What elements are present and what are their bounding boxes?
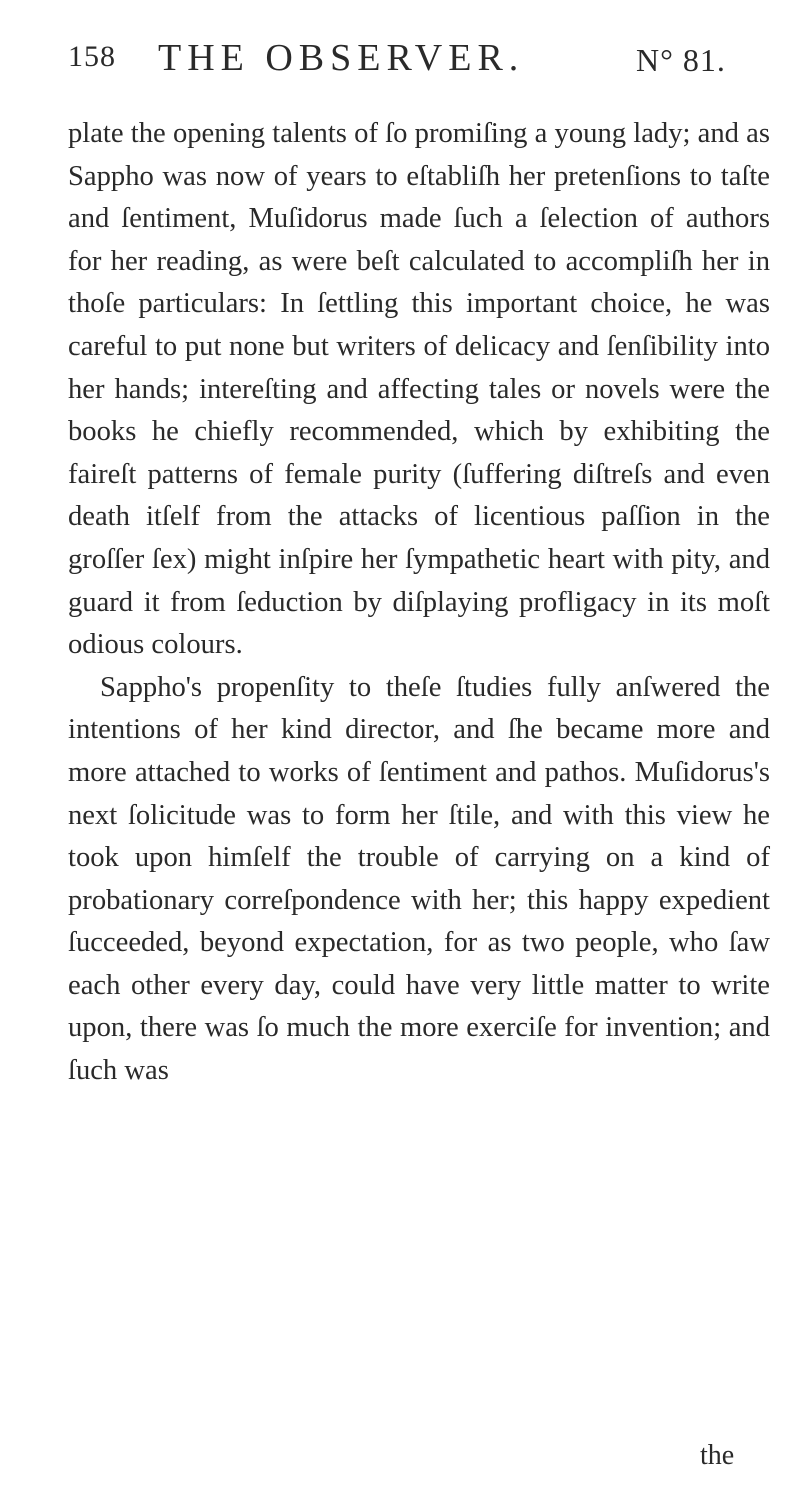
issue-number: N° 81. <box>636 42 726 78</box>
running-head <box>68 38 778 98</box>
body-text <box>68 113 770 1093</box>
page-number: 158 <box>68 40 116 73</box>
catchword: the <box>700 1440 735 1471</box>
running-title: THE OBSERVER. <box>158 37 525 79</box>
paragraph: Sappho's propenſity to theſe ſtudies fully anſwered the intentions of her kind director, and ſhe became more and more attached to works of ſentiment and pathos. Muſidorus's next ſolicitude was to form her ſtile, and with this view he took upon himſelf the trouble of carrying on a kind of probationary correſpondence with her; this happy expedient ſucceeded, beyond expectation, for as two people, who ſaw each other every day, could have very little matter to write upon, there was ſo much the more exerciſe for invention; and ſuch was <box>68 671 770 1087</box>
paragraph-continued: plate the opening talents of ſo promiſing a young lady; and as Sappho was now of years to eſtabliſh her pretenſions to taſte and ſentiment, Muſidorus made ſuch a ſelection of authors for her reading, as were beſt calculated to accompliſh her in thoſe particulars: In ſettling this important choice, he was careful to put none but writers of delicacy and ſenſibility into her hands; intereſting and affecting tales or novels were the books he chiefly recommended, which by exhibiting the faireſt patterns of female purity (ſuffering diſtreſs and even death itſelf from the attacks of licentious paſſion in the groſſer ſex) might inſpire her ſympathetic heart with pity, and guard it from ſeduction by diſplaying profligacy in its moſt odious colours. <box>68 118 770 661</box>
